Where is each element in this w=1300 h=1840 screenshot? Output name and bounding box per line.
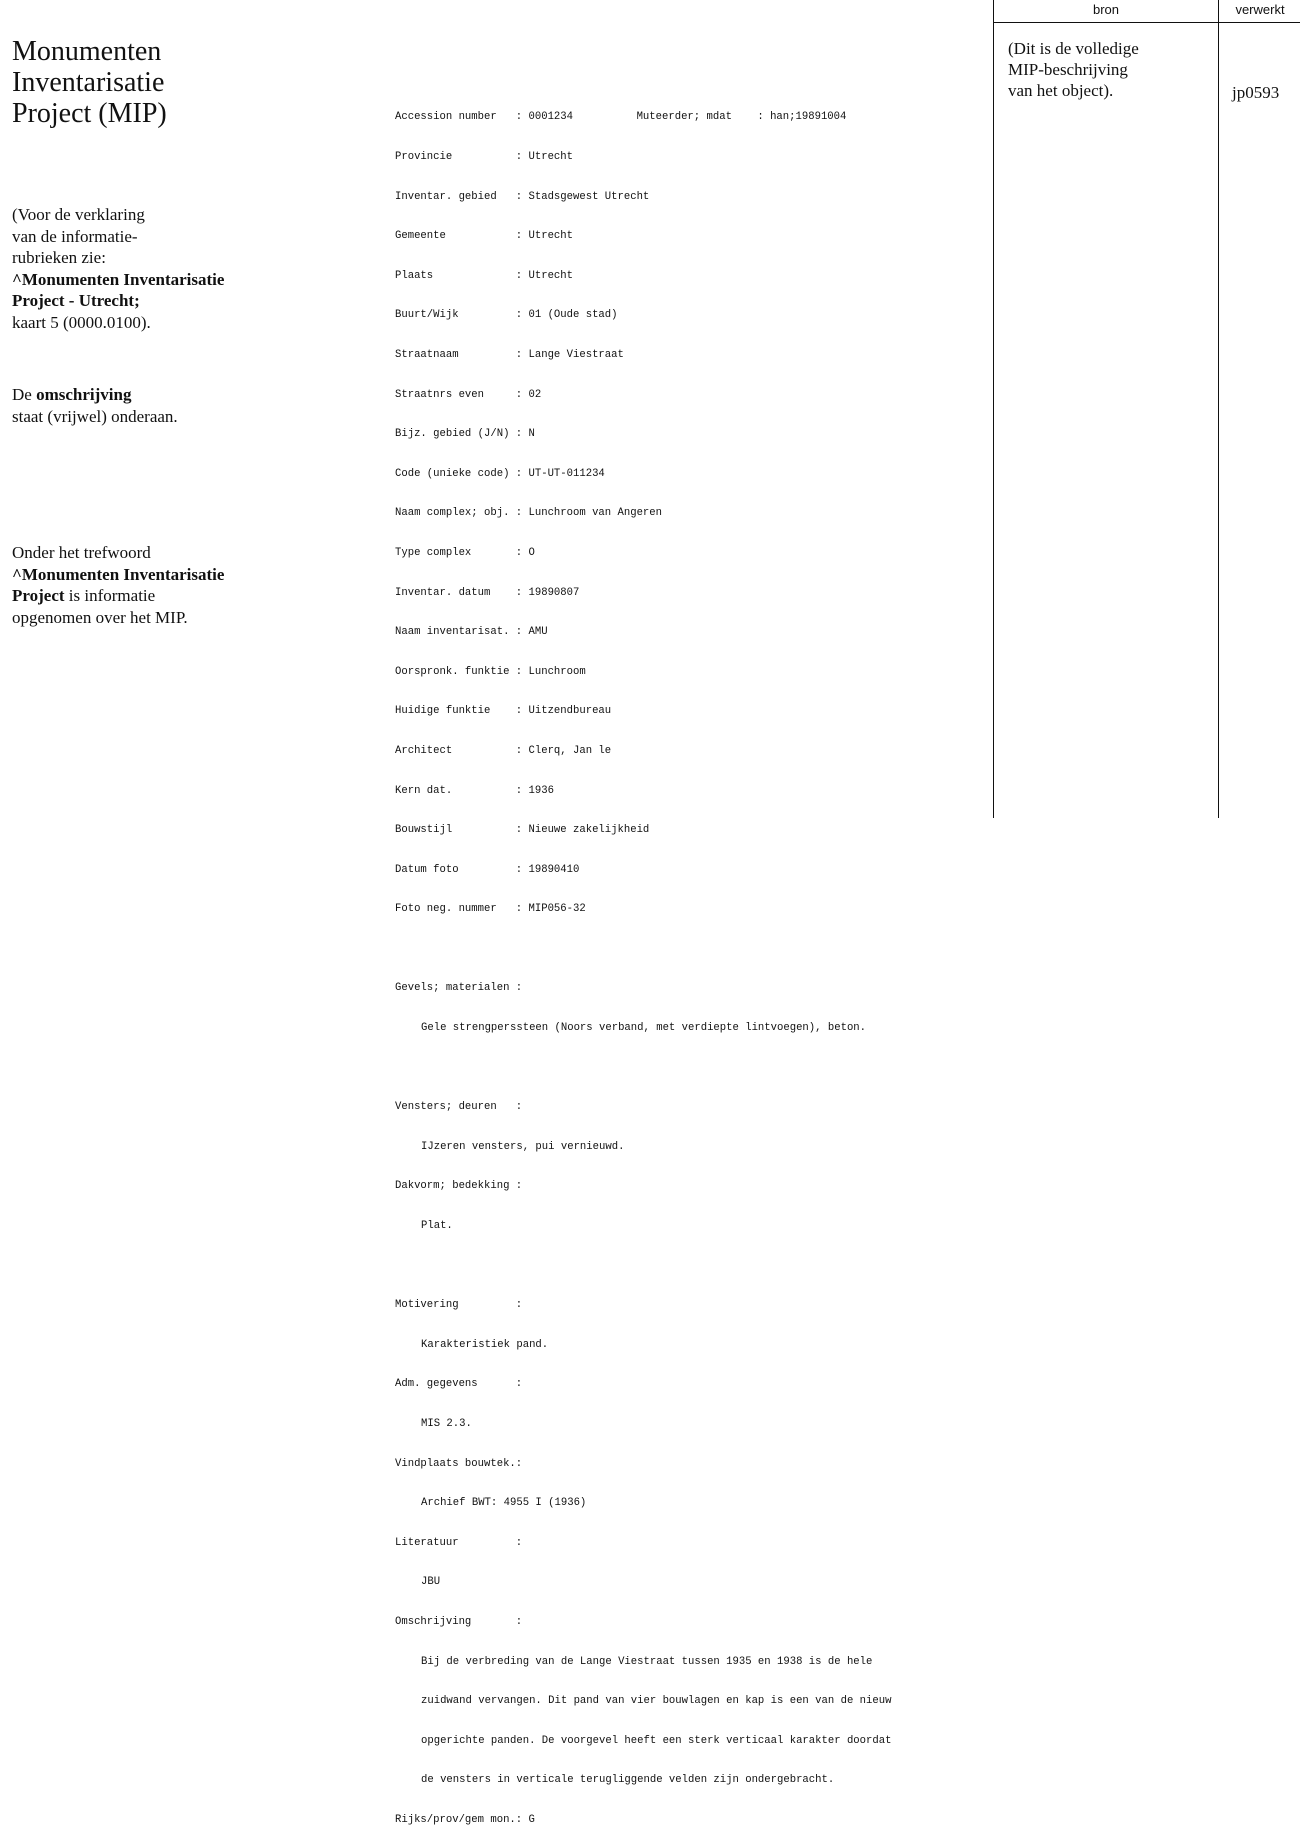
omschrijving-note xyxy=(12,384,282,427)
record-label: Literatuur : xyxy=(395,1536,523,1549)
record-field: Kern dat. : 1936 xyxy=(395,784,554,797)
record-field: Gemeente : Utrecht xyxy=(395,230,574,243)
record-value: MIS 2.3. xyxy=(421,1418,472,1430)
note-line: Onder het trefwoord xyxy=(12,543,151,562)
record-field: Rijks/prov/gem mon.: G xyxy=(395,1813,535,1826)
bron-note-line: van het object). xyxy=(1008,81,1114,100)
record-value: Gele strengperssteen (Noors verband, met verdiepte lintvoegen), beton. xyxy=(421,1022,867,1035)
page-title xyxy=(12,36,272,129)
record-description-line: Bij de verbreding van de Lange Viestraat tussen 1935 en 1938 is de hele xyxy=(421,1655,873,1668)
note-bold-reference: ^Monumenten Inventarisatie xyxy=(12,564,225,584)
record-field: Huidige funktie : Uitzendbureau xyxy=(395,705,612,718)
record-field: Accession number : 0001234 Muteerder; mdat : han;19891004 xyxy=(395,111,847,124)
record-field: Bouwstijl : Nieuwe zakelijkheid xyxy=(395,824,650,837)
record-label: Motivering : xyxy=(395,1299,523,1312)
note-line: opgenomen over het MIP. xyxy=(12,607,188,627)
record-value: Karakteristiek pand. xyxy=(421,1338,549,1351)
bron-note-line: MIP-beschrijving xyxy=(1008,60,1128,79)
record-field: Naam inventarisat. : AMU xyxy=(395,626,548,639)
note-line: van de informatie- xyxy=(12,226,138,246)
record-field: Provincie : Utrecht xyxy=(395,151,574,163)
note-line: (Voor de verklaring xyxy=(12,205,145,224)
record-label: Omschrijving : xyxy=(395,1615,523,1628)
record-field: Plaats : Utrecht xyxy=(395,269,574,282)
record-value: Archief BWT: 4955 I (1936) xyxy=(421,1497,587,1510)
record-label: Dakvorm; bedekking : xyxy=(395,1180,523,1193)
record-spacer xyxy=(395,943,965,956)
note-bold-reference: Project - Utrecht; xyxy=(12,291,140,311)
record-field: Type complex : O xyxy=(395,546,535,559)
note-bold-reference: Project xyxy=(12,586,65,606)
table-header-rule xyxy=(993,22,1300,23)
record-field: Foto neg. nummer : MIP056-32 xyxy=(395,903,586,916)
record-label: Gevels; materialen : xyxy=(395,982,523,995)
info-reference-note xyxy=(12,204,282,334)
note-line: kaart 5 (0000.0100). xyxy=(12,312,151,332)
title-line: Project (MIP) xyxy=(12,98,167,129)
table-divider-left xyxy=(993,0,994,818)
record-field: Naam complex; obj. : Lunchroom van Angeren xyxy=(395,507,663,520)
record-value: JBU xyxy=(421,1576,441,1589)
record-field: Code (unieke code) : UT-UT-011234 xyxy=(395,467,605,480)
record-field: Inventar. gebied : Stadsgewest Utrecht xyxy=(395,190,650,203)
record-spacer xyxy=(395,1260,965,1273)
record-label: Vensters; deuren : xyxy=(395,1101,523,1114)
note-text: is informatie xyxy=(64,586,156,606)
bron-note-line: (Dit is de volledige xyxy=(1008,39,1139,58)
title-line: Inventarisatie xyxy=(12,67,165,98)
table-divider-middle xyxy=(1218,0,1219,818)
note-text: De xyxy=(12,385,37,404)
record-spacer xyxy=(395,1062,965,1075)
note-bold-term: omschrijving xyxy=(36,385,132,404)
record-field: Straatnrs even : 02 xyxy=(395,388,542,401)
column-header-verwerkt: verwerkt xyxy=(1235,2,1285,17)
record-field: Straatnaam : Lange Viestraat xyxy=(395,348,624,361)
verwerkt-code: jp0593 xyxy=(1232,83,1280,102)
record-label: Vindplaats bouwtek.: xyxy=(395,1457,523,1470)
record-field: Architect : Clerq, Jan le xyxy=(395,744,612,757)
record-description-line: opgerichte panden. De voorgevel heeft een sterk verticaal karakter doordat xyxy=(421,1734,892,1747)
record-field: Inventar. datum : 19890807 xyxy=(395,586,580,599)
record-description-line: zuidwand vervangen. Dit pand van vier bouwlagen en kap is een van de nieuw xyxy=(421,1695,892,1708)
record-field: Buurt/Wijk : 01 (Oude stad) xyxy=(395,309,618,322)
record-field: Bijz. gebied (J/N) : N xyxy=(395,428,535,441)
note-bold-reference: ^Monumenten Inventarisatie xyxy=(12,269,225,289)
mip-record xyxy=(395,85,965,1840)
record-field: Oorspronk. funktie : Lunchroom xyxy=(395,665,586,678)
note-line: staat (vrijwel) onderaan. xyxy=(12,406,178,426)
note-line: rubrieken zie: xyxy=(12,248,106,268)
record-label: Adm. gegevens : xyxy=(395,1378,523,1391)
title-line: Monumenten xyxy=(12,36,162,67)
column-header-bron: bron xyxy=(1092,2,1120,17)
record-description-line: de vensters in verticale terugliggende velden zijn ondergebracht. xyxy=(421,1774,835,1787)
record-value: Plat. xyxy=(421,1220,453,1233)
record-value: IJzeren vensters, pui vernieuwd. xyxy=(421,1140,625,1153)
bron-note xyxy=(1008,38,1208,101)
record-field: Datum foto : 19890410 xyxy=(395,863,580,876)
trefwoord-note xyxy=(12,542,282,628)
